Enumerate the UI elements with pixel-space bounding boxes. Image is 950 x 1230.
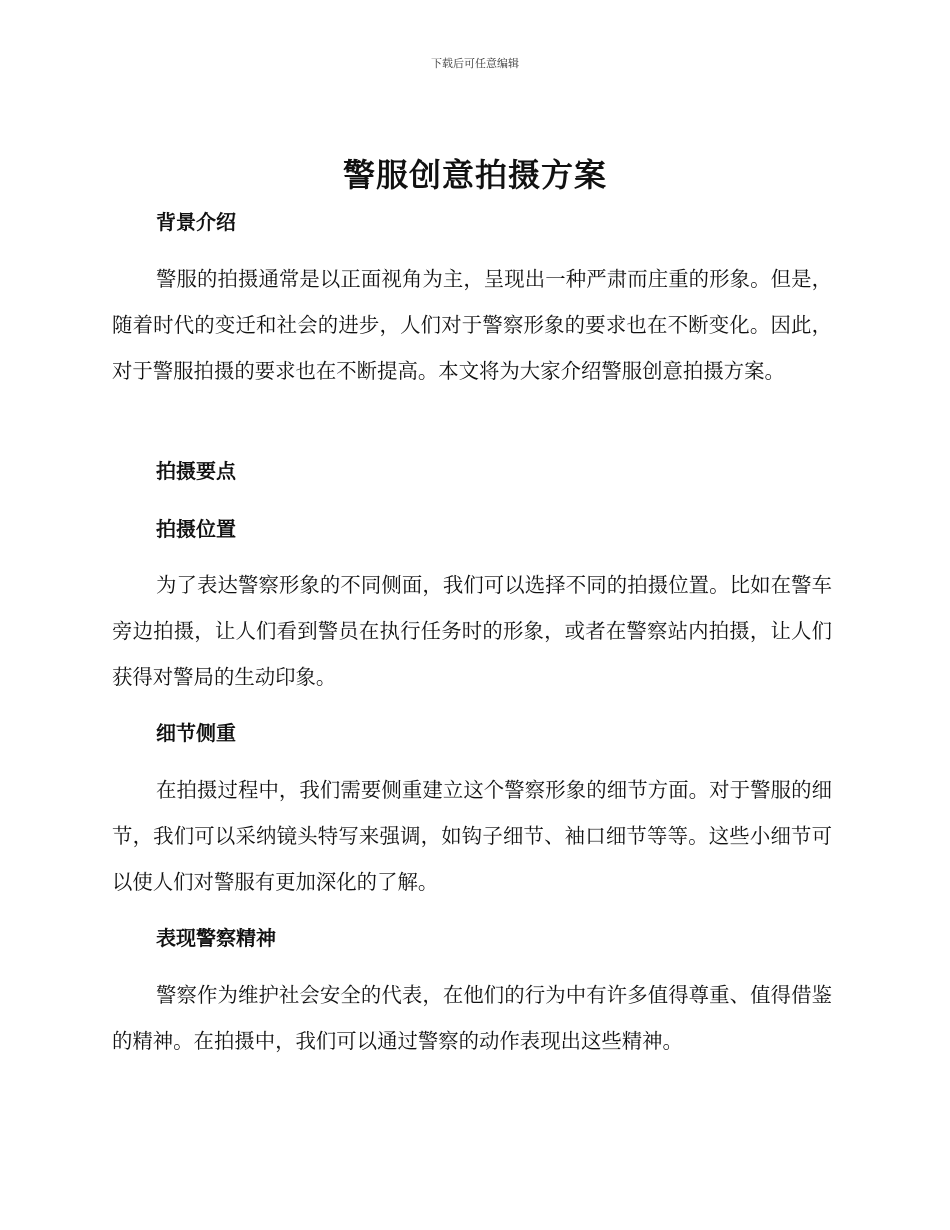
paragraph-location: 为了表达警察形象的不同侧面，我们可以选择不同的拍摄位置。比如在警车旁边拍摄，让人们看到警员在执行任务时的形象，或者在警察站内拍摄，让人们获得对警局的生动印象。 (112, 573, 832, 689)
section-heading-location: 拍摄位置 (156, 517, 236, 541)
paragraph-police-spirit: 警察作为维护社会安全的代表，在他们的行为中有许多值得尊重、值得借鉴的精神。在拍摄中，我们可以通过警察的动作表现出这些精神。 (112, 983, 832, 1053)
section-heading-detail-focus: 细节侧重 (156, 721, 236, 745)
section-heading-police-spirit: 表现警察精神 (156, 926, 276, 950)
paragraph-detail-focus: 在拍摄过程中，我们需要侧重建立这个警察形象的细节方面。对于警服的细节，我们可以采纳镜头特写来强调，如钩子细节、袖口细节等等。这些小细节可以使人们对警服有更加深化的了解。 (112, 778, 832, 894)
section-heading-background: 背景介绍 (156, 210, 236, 234)
paragraph-background: 警服的拍摄通常是以正面视角为主，呈现出一种严肃而庄重的形象。但是，随着时代的变迁和社会的进步，人们对于警察形象的要求也在不断变化。因此，对于警服拍摄的要求也在不断提高。本文将为大家介绍警服创意拍摄方案。 (112, 267, 832, 383)
document-title: 警服创意拍摄方案 (342, 156, 607, 194)
section-heading-key-points: 拍摄要点 (156, 459, 236, 483)
header-note: 下载后可任意编辑 (431, 57, 519, 70)
